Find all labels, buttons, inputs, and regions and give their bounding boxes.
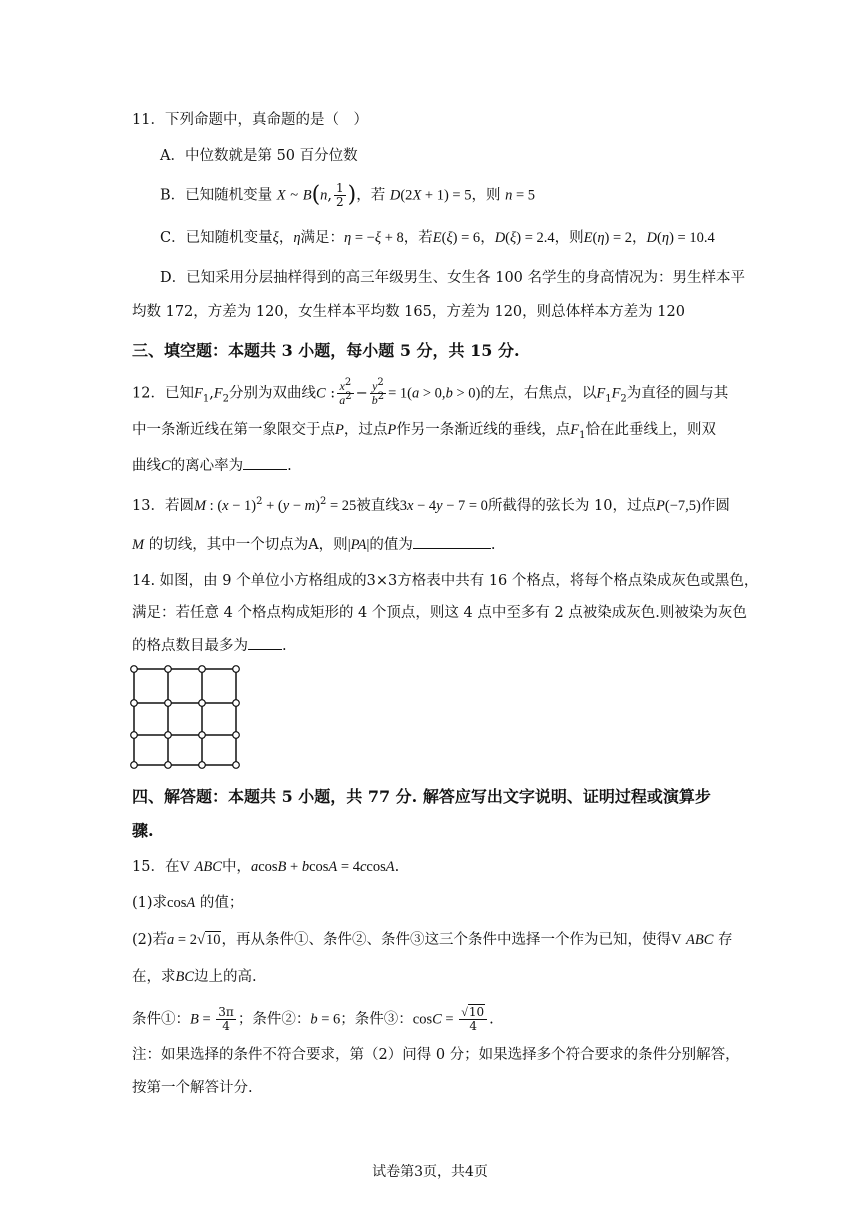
q15-conditions: 条件①：B = $\frac{3\pi}{4}$ ；条件②：b = 6；条件③：cosC = $\frac{√10}{4}$ . <box>132 1005 494 1033</box>
q15-note-line2: 按第一个解答计分. <box>132 1080 253 1096</box>
q15-line1: 15．在V ABC中，acosB + bcosA = 4ccosA. <box>132 859 400 875</box>
grid-figure <box>124 661 244 773</box>
q15-part2-line2: 在，求BC边上的高. <box>132 969 257 985</box>
q14-line2: 满足：若任意 4 个格点构成矩形的 4 个顶点，则这 4 点中至多有 2 点被染成灰色.则被染为灰色 <box>132 605 747 621</box>
q15-part2-line1: (2)若a = 2√10，再从条件①、条件②、条件③这三个条件中选择一个作为已知，使得V ABC 存 <box>132 932 733 948</box>
q12-line1: 12．已知$F_1,F_2$分别为双曲线C : $\frac{x^2}{a^2}$ − $\frac{y^2}{b^2}$ = 1(a > 0,b > 0)的左，右焦点，以$F_1F_2$为直径的圆与其 <box>132 377 729 407</box>
section4-heading-line2: 骤. <box>132 821 154 840</box>
q11-option-d-line2: 均数 172，方差为 120，女生样本平均数 165，方差为 120，则总体样本方差为 120 <box>132 304 685 320</box>
q14-line3: 的格点数目最多为 . <box>132 635 287 656</box>
q14-line1: 14. 如图，由 9 个单位小方格组成的3×3方格表中共有 16 个格点，将每个格点染成灰色或黑色， <box>132 573 759 589</box>
q12-line2: 中一条渐近线在第一象限交于点P，过点P作另一条渐近线的垂线，点$F_1$恰在此垂线上，则双 <box>132 422 716 441</box>
section4-heading-line1: 四、解答题：本题共 5 小题，共 77 分. 解答应写出文字说明、证明过程或演算步 <box>132 787 711 806</box>
q11-stem: 11．下列命题中，真命题的是（ ） <box>132 112 368 128</box>
q11-option-b: B．已知随机变量 X ~ B(n, $\frac{1}{2}$ )，若 D(2X + 1) = 5，则 n = 5 <box>160 181 536 209</box>
grid-points <box>131 666 240 769</box>
q11-option-c: C．已知随机变量ξ，η满足：η = −ξ + 8，若E(ξ) = 6，D(ξ) = 2.4，则E(η) = 2，D(η) = 10.4 <box>160 230 715 246</box>
q11-option-a: A．中位数就是第 50 百分位数 <box>160 148 358 164</box>
q13-line1: 13．若圆M : $(x - 1)^2 + (y - m)^2 = 25$被直线3x − 4y − 7 = 0所截得的弦长为 10，过点P(−7,5)作圆 <box>132 496 730 514</box>
q14-answer-blank[interactable] <box>248 635 282 650</box>
q12-line3: 曲线C的离心率为 . <box>132 455 292 476</box>
q13-answer-blank[interactable] <box>413 534 491 549</box>
q11-option-d-line1: D．已知采用分层抽样得到的高三年级男生、女生各 100 名学生的身高情况为：男生样本平 <box>160 270 746 286</box>
section3-heading: 三、填空题：本题共 3 小题，每小题 5 分，共 15 分. <box>132 341 520 360</box>
q13-line2: M 的切线，其中一个切点为A，则|PA|的值为 . <box>132 534 495 555</box>
q15-note-line1: 注：如果选择的条件不符合要求，第（2）问得 0 分；如果选择多个符合要求的条件分别解答， <box>132 1047 740 1063</box>
q12-answer-blank[interactable] <box>243 455 287 470</box>
q15-part1: (1)求cosA 的值； <box>132 895 244 911</box>
page-footer: 试卷第3页，共4页 <box>372 1164 488 1180</box>
